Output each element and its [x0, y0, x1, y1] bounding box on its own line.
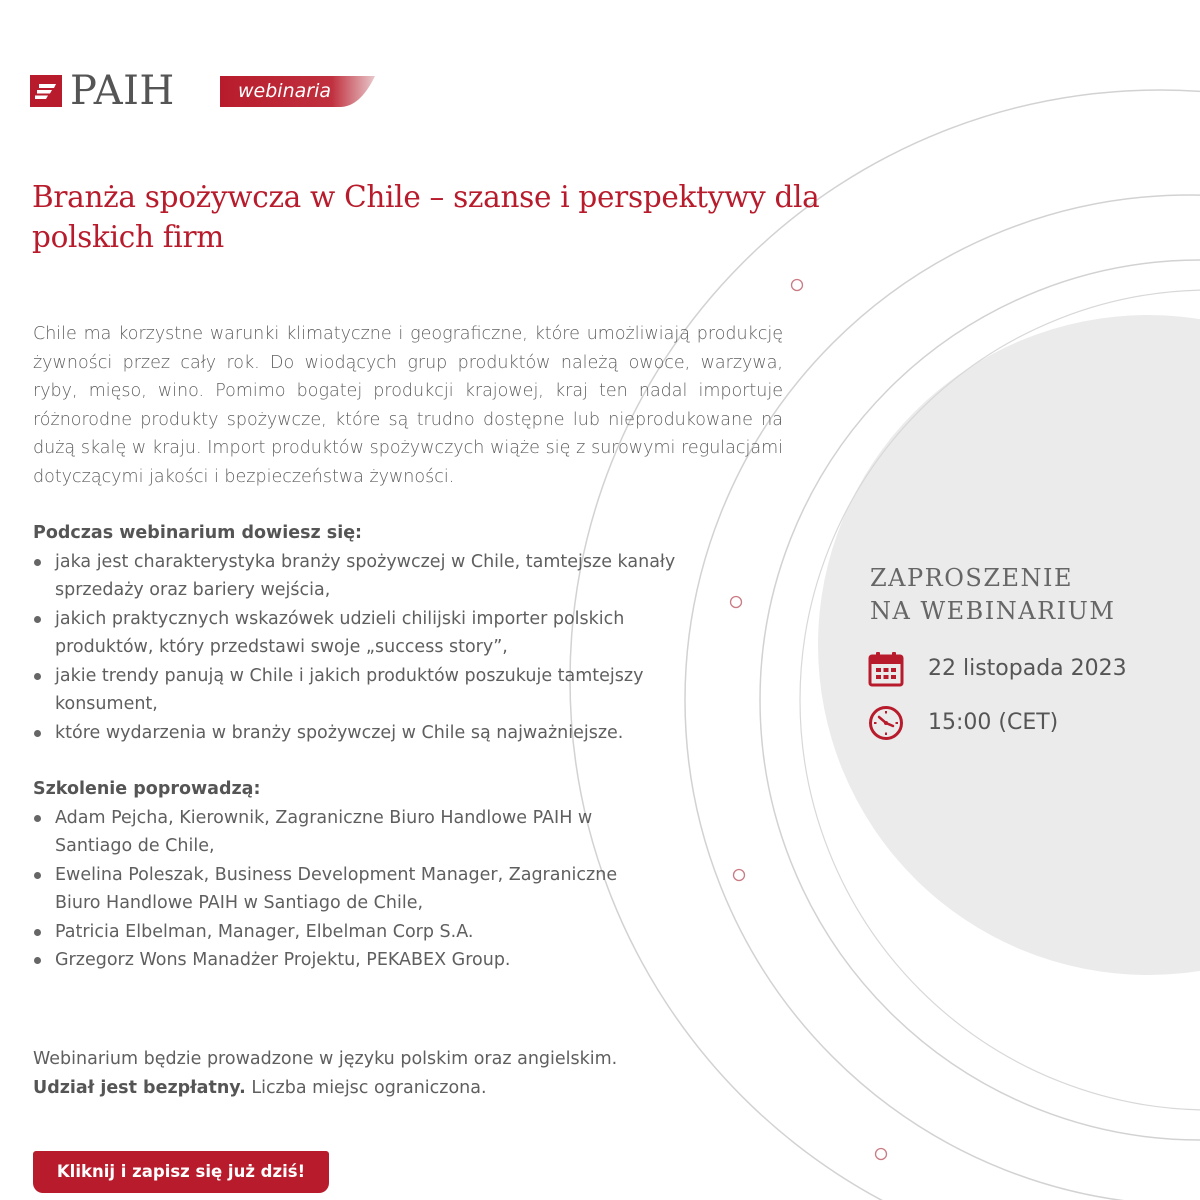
calendar-icon — [868, 651, 904, 687]
list-item: Ewelina Poleszak, Business Development Manager, Zagraniczne Biuro Handlowe PAIH w Santiago de Chile, — [33, 861, 623, 918]
register-button[interactable]: Kliknij i zapisz się już dziś! — [33, 1151, 329, 1193]
main-content — [33, 320, 783, 975]
gray-disc — [818, 315, 1200, 975]
ring-dot-1 — [792, 280, 803, 291]
list-item: jakie trendy panują w Chile i jakich produktów poszukuje tamtejszy konsument, — [33, 662, 713, 719]
topics-heading: Podczas webinarium dowiesz się: — [33, 523, 363, 543]
footer-note — [33, 1045, 617, 1102]
free-label: Udział jest bezpłatny. — [33, 1077, 246, 1098]
logo-tagline: webinaria — [238, 80, 331, 102]
seats-note: Liczba miejsc ograniczona. — [251, 1077, 487, 1098]
intro-paragraph: Chile ma korzystne warunki klimatyczne i geograficzne, które umożliwiają produkcję żywności przez cały rok. Do wiodących grup produktów należą owoce, warzywa, ryby, mięso, wino. Pomimo bogatej produkcji krajowej, kraj ten nadal importuje różnorodne produkty spożywcze, które są trudno dostępne lub nieprodukowane na dużą skalę w kraju. Import produktów spożywczych wiąże się z surowymi regulacjami dotyczącymi jakości i bezpieczeństwa żywności. — [33, 324, 783, 487]
topics-list — [33, 548, 713, 748]
event-time-value: 15:00 (CET) — [928, 710, 1059, 735]
speakers-heading: Szkolenie poprowadzą: — [33, 779, 261, 799]
paih-logo-icon — [30, 75, 62, 107]
invitation-line-2: NA WEBINARIUM — [870, 597, 1116, 625]
list-item: jaka jest charakterystyka branży spożywczej w Chile, tamtejsze kanały sprzedaży oraz bariery wejścia, — [33, 548, 713, 605]
list-item: Adam Pejcha, Kierownik, Zagraniczne Biuro Handlowe PAIH w Santiago de Chile, — [33, 804, 623, 861]
ring-dot-4 — [876, 1149, 887, 1160]
list-item: które wydarzenia w branży spożywczej w Chile są najważniejsze. — [33, 719, 713, 748]
page-title: Branża spożywcza w Chile – szanse i perspektywy dla polskich firm — [32, 180, 820, 254]
logo-wordmark: PAIH — [70, 68, 175, 114]
clock-icon — [868, 705, 904, 741]
list-item: Patricia Elbelman, Manager, Elbelman Corp S.A. — [33, 918, 623, 947]
language-note: Webinarium będzie prowadzone w języku polskim oraz angielskim. — [33, 1049, 618, 1069]
event-date-value: 22 listopada 2023 — [928, 656, 1127, 681]
participation-note — [33, 1074, 617, 1103]
list-item: Grzegorz Wons Manadżer Projektu, PEKABEX Group. — [33, 946, 623, 975]
invitation-line-1: ZAPROSZENIE — [870, 564, 1074, 592]
list-item: jakich praktycznych wskazówek udzieli chilijski importer polskich produktów, który przedstawi swoje „success story”, — [33, 605, 713, 662]
invitation-heading — [870, 562, 1190, 628]
speakers-list — [33, 804, 623, 975]
